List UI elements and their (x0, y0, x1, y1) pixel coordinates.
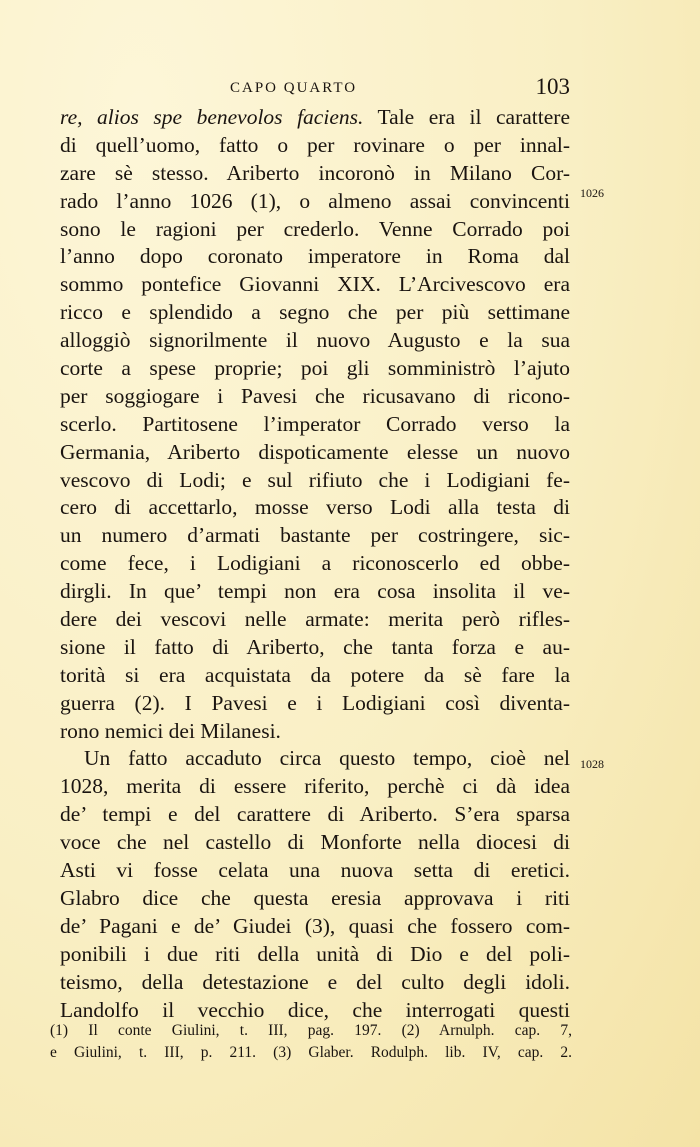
text-line: sono le ragioni per crederlo. Venne Corrado poi (60, 216, 570, 241)
text-line: torità si era acquistata da potere da sè fare la (60, 662, 570, 687)
footnote-line: e Giulini, t. III, p. 211. (3) Glaber. Rodulph. lib. IV, cap. 2. (50, 1044, 572, 1061)
text-line: zare sè stesso. Ariberto incoronò in Milano Cor- (60, 160, 570, 185)
text-line: Glabro dice che questa eresia approvava i riti (60, 885, 570, 910)
text-line: voce che nel castello di Monforte nella diocesi di (60, 830, 570, 855)
text-line: ponibili i due riti della unità di Dio e del poli- (60, 941, 570, 966)
running-head: CAPO QUARTO (230, 80, 358, 96)
text-line: teismo, della detestazione e del culto degli idoli. (60, 969, 570, 994)
text-line: guerra (2). I Pavesi e i Lodigiani così diventa- (60, 690, 570, 715)
text-line (60, 104, 570, 132)
text-line: come fece, i Lodigiani a riconoscerlo ed obbe- (60, 551, 570, 576)
text-line: Landolfo il vecchio dice, che interrogati questi (60, 997, 570, 1022)
text-line: ricco e splendido a segno che per più settimane (60, 300, 570, 325)
text-line: l’anno dopo coronato imperatore in Roma dal (60, 244, 570, 269)
text-line: scerlo. Partitosene l’imperator Corrado verso la (60, 411, 570, 436)
text-line: alloggiò signorilmente il nuovo Augusto e la sua (60, 328, 570, 353)
text-line: Germania, Ariberto dispoticamente elesse un nuovo (60, 439, 570, 464)
latin-phrase: re, alios spe benevolos faciens. (60, 105, 364, 129)
page-header (60, 76, 570, 104)
footnote-line: (1) Il conte Giulini, t. III, pag. 197. (2) Arnulph. cap. 7, (50, 1022, 572, 1039)
text-line: de’ Pagani e de’ Giudei (3), quasi che fossero com- (60, 913, 570, 938)
text-line: per soggiogare i Pavesi che ricusavano di ricono- (60, 383, 570, 408)
text-line: sione il fatto di Ariberto, che tanta forza e au- (60, 634, 570, 659)
text-line: corte a spese proprie; poi gli somministrò l’ajuto (60, 356, 570, 381)
footnotes (50, 1020, 572, 1064)
text-line: vescovo di Lodi; e sul rifiuto che i Lodigiani fe- (60, 467, 570, 492)
text-line: Un fatto accaduto circa questo tempo, cioè nel (84, 746, 570, 771)
text-line: un numero d’armati bastante per costringere, sic- (60, 523, 570, 548)
text-line: dirgli. In que’ tempi non era cosa insolita il ve- (60, 579, 570, 604)
text-line: dere dei vescovi nelle armate: merita però rifles- (60, 607, 570, 632)
text-line: 1028, merita di essere riferito, perchè ci dà idea (60, 774, 570, 799)
text-line: sommo pontefice Giovanni XIX. L’Arcivescovo era (60, 272, 570, 297)
text-line: rado l’anno 1026 (1), o almeno assai convincenti (60, 188, 570, 213)
text-line: rono nemici dei Milanesi. (60, 718, 281, 743)
page-number: 103 (535, 74, 570, 99)
main-text (60, 104, 570, 1024)
margin-year-note: 1026 (580, 186, 604, 200)
text-line: cero di accettarlo, mosse verso Lodi alla testa di (60, 495, 570, 520)
text-line: de’ tempi e del carattere di Ariberto. S’era sparsa (60, 802, 570, 827)
text-line: Asti vi fosse celata una nuova setta di eretici. (60, 858, 570, 883)
text-line-rest: Tale era il carattere (377, 105, 570, 129)
margin-year-note: 1028 (580, 757, 604, 771)
text-line: di quell’uomo, fatto o per rovinare o per innal- (60, 132, 570, 157)
